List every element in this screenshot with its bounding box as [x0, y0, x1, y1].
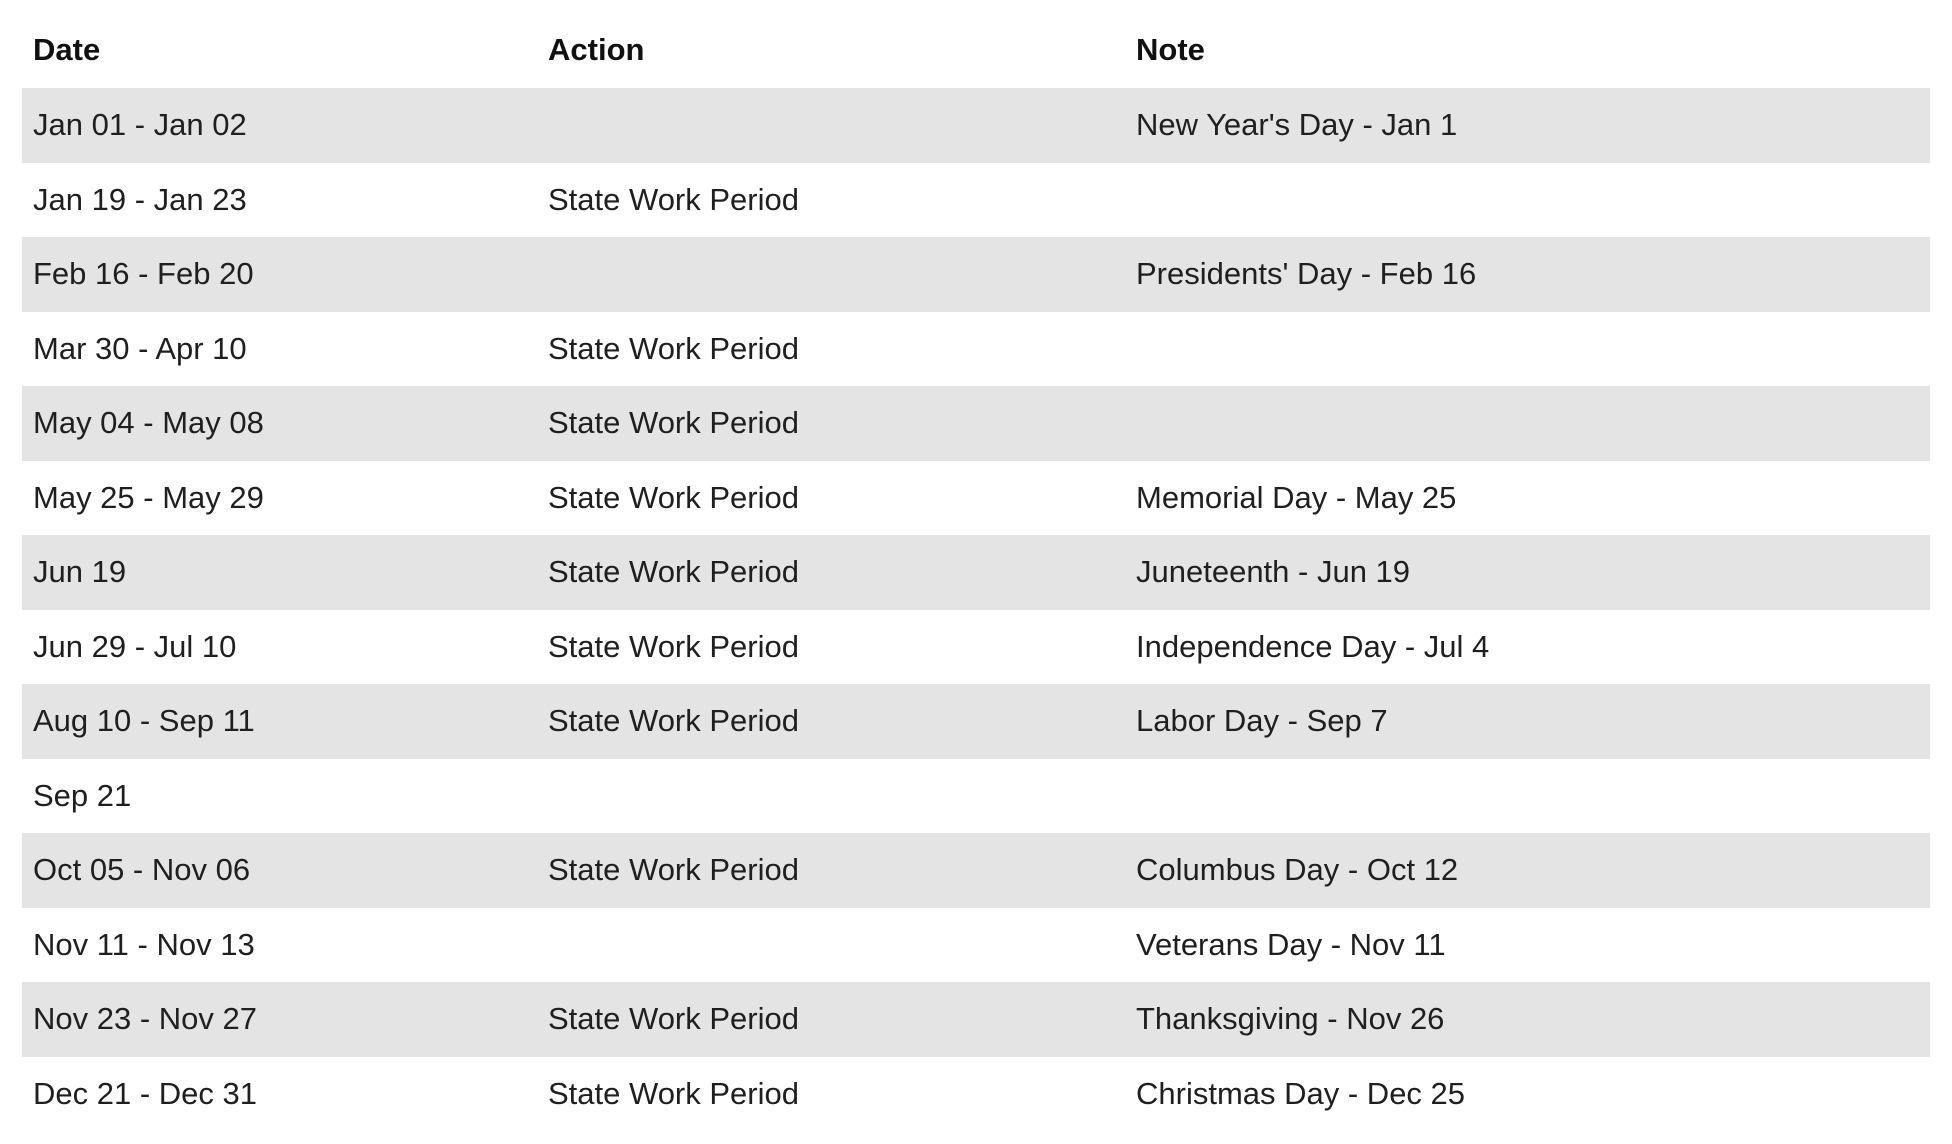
action-cell: State Work Period [537, 610, 1125, 685]
column-header-note: Note [1136, 32, 1205, 67]
date-cell: Nov 11 - Nov 13 [22, 908, 537, 983]
date-cell: Dec 21 - Dec 31 [22, 1057, 537, 1132]
action-cell: State Work Period [537, 535, 1125, 610]
action-cell [537, 759, 1125, 834]
table-row [22, 163, 1930, 238]
note-cell [1125, 386, 1930, 461]
note-cell: Presidents' Day - Feb 16 [1125, 237, 1930, 312]
date-cell: Jun 19 [22, 535, 537, 610]
table-row [22, 1057, 1930, 1132]
action-cell: State Work Period [537, 982, 1125, 1057]
note-cell: Thanksgiving - Nov 26 [1125, 982, 1930, 1057]
table-row [22, 312, 1930, 387]
table-row [22, 684, 1930, 759]
note-cell: Veterans Day - Nov 11 [1125, 908, 1930, 983]
note-cell: Christmas Day - Dec 25 [1125, 1057, 1930, 1132]
action-cell: State Work Period [537, 312, 1125, 387]
date-cell: Jun 29 - Jul 10 [22, 610, 537, 685]
note-cell: Columbus Day - Oct 12 [1125, 833, 1930, 908]
calendar-table [22, 12, 1930, 1131]
note-cell: New Year's Day - Jan 1 [1125, 88, 1930, 163]
action-cell: State Work Period [537, 386, 1125, 461]
table-row [22, 88, 1930, 163]
table-row [22, 610, 1930, 685]
note-cell: Labor Day - Sep 7 [1125, 684, 1930, 759]
column-header-date: Date [33, 32, 101, 67]
table-body [22, 88, 1930, 1131]
table-row [22, 237, 1930, 312]
date-cell: Feb 16 - Feb 20 [22, 237, 537, 312]
date-cell: Jan 19 - Jan 23 [22, 163, 537, 238]
table-row [22, 461, 1930, 536]
action-cell: State Work Period [537, 833, 1125, 908]
note-cell [1125, 759, 1930, 834]
date-cell: Nov 23 - Nov 27 [22, 982, 537, 1057]
table-row [22, 908, 1930, 983]
note-cell [1125, 163, 1930, 238]
note-cell [1125, 312, 1930, 387]
note-cell: Memorial Day - May 25 [1125, 461, 1930, 536]
action-cell: State Work Period [537, 163, 1125, 238]
column-header-action: Action [548, 32, 645, 67]
header-row [22, 12, 1930, 88]
table-row [22, 833, 1930, 908]
action-cell [537, 237, 1125, 312]
calendar-table-container [22, 12, 1930, 1131]
table-row [22, 535, 1930, 610]
note-cell: Independence Day - Jul 4 [1125, 610, 1930, 685]
action-cell [537, 908, 1125, 983]
action-cell: State Work Period [537, 1057, 1125, 1132]
table-row [22, 982, 1930, 1057]
action-cell [537, 88, 1125, 163]
table-row [22, 759, 1930, 834]
table-row [22, 386, 1930, 461]
note-cell: Juneteenth - Jun 19 [1125, 535, 1930, 610]
action-cell: State Work Period [537, 461, 1125, 536]
date-cell: Oct 05 - Nov 06 [22, 833, 537, 908]
date-cell: Aug 10 - Sep 11 [22, 684, 537, 759]
action-cell: State Work Period [537, 684, 1125, 759]
date-cell: Jan 01 - Jan 02 [22, 88, 537, 163]
date-cell: May 04 - May 08 [22, 386, 537, 461]
date-cell: May 25 - May 29 [22, 461, 537, 536]
date-cell: Mar 30 - Apr 10 [22, 312, 537, 387]
table-header [22, 12, 1930, 88]
date-cell: Sep 21 [22, 759, 537, 834]
